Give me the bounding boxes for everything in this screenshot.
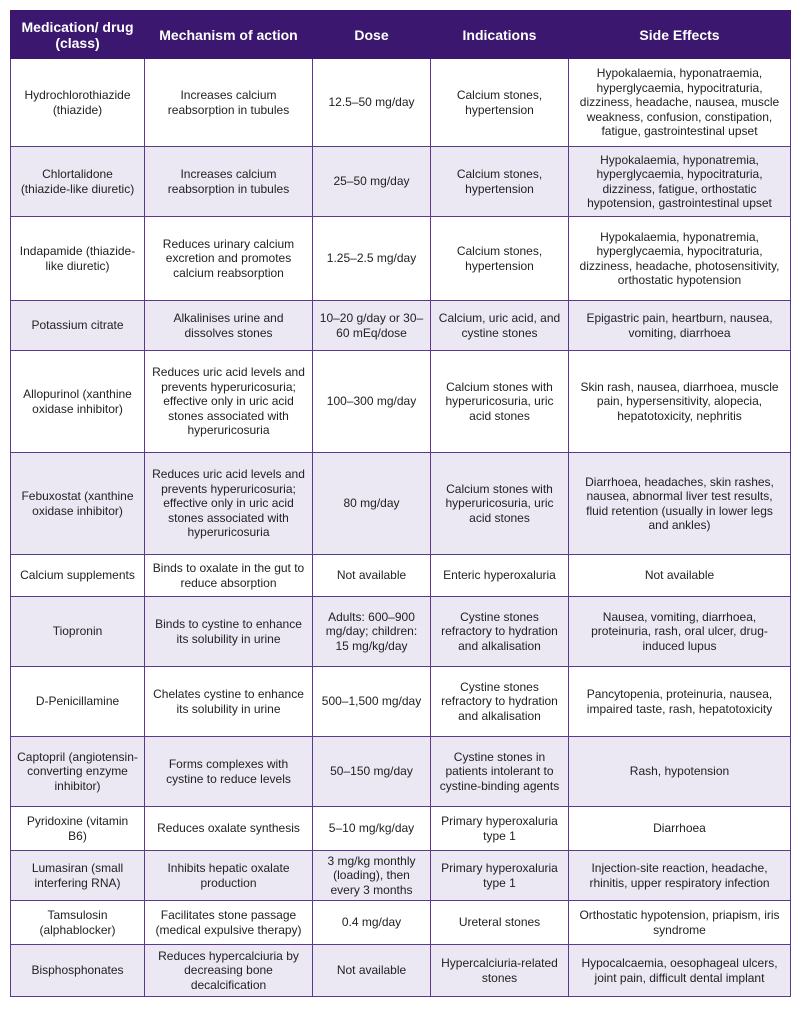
- cell-side-effects: Hypokalaemia, hyponatremia, hyperglycaemia, hypocitraturia, dizziness, headache, photosensitivity, orthostatic hypotension: [569, 217, 791, 301]
- cell-drug: Tamsulosin (alphablocker): [11, 901, 145, 945]
- medication-table: [10, 10, 791, 997]
- cell-mechanism: Reduces hypercalciuria by decreasing bone decalcification: [145, 945, 313, 997]
- table-body: [11, 59, 791, 997]
- cell-mechanism: Inhibits hepatic oxalate production: [145, 851, 313, 901]
- cell-drug: Potassium citrate: [11, 301, 145, 351]
- cell-mechanism: Reduces oxalate synthesis: [145, 807, 313, 851]
- cell-mechanism: Binds to cystine to enhance its solubility in urine: [145, 597, 313, 667]
- cell-mechanism: Facilitates stone passage (medical expulsive therapy): [145, 901, 313, 945]
- cell-side-effects: Skin rash, nausea, diarrhoea, muscle pain, hypersensitivity, alopecia, hepatotoxicity, nephritis: [569, 351, 791, 453]
- cell-dose: 80 mg/day: [313, 453, 431, 555]
- cell-side-effects: Nausea, vomiting, diarrhoea, proteinuria, rash, oral ulcer, drug-induced lupus: [569, 597, 791, 667]
- cell-drug: Tiopronin: [11, 597, 145, 667]
- cell-dose: 0.4 mg/day: [313, 901, 431, 945]
- cell-mechanism: Reduces uric acid levels and prevents hyperuricosuria; effective only in uric acid stones associated with hyperuricosuria: [145, 453, 313, 555]
- cell-mechanism: Alkalinises urine and dissolves stones: [145, 301, 313, 351]
- cell-drug: Chlortalidone (thiazide-like diuretic): [11, 147, 145, 217]
- cell-side-effects: Rash, hypotension: [569, 737, 791, 807]
- cell-indications: Enteric hyperoxaluria: [431, 555, 569, 597]
- cell-dose: 25–50 mg/day: [313, 147, 431, 217]
- table-row: [11, 301, 791, 351]
- medication-table-container: [10, 10, 790, 997]
- cell-indications: Calcium stones, hypertension: [431, 217, 569, 301]
- cell-dose: 10–20 g/day or 30–60 mEq/dose: [313, 301, 431, 351]
- cell-indications: Cystine stones in patients intolerant to cystine-binding agents: [431, 737, 569, 807]
- table-row: [11, 901, 791, 945]
- header-indications: Indications: [431, 11, 569, 59]
- cell-dose: 3 mg/kg monthly (loading), then every 3 months: [313, 851, 431, 901]
- cell-dose: 5–10 mg/kg/day: [313, 807, 431, 851]
- cell-drug: Pyridoxine (vitamin B6): [11, 807, 145, 851]
- cell-side-effects: Hypokalaemia, hyponatraemia, hyperglycaemia, hypocitraturia, dizziness, headache, nausea, muscle weakness, confusion, constipation, fatigue, gastrointestinal upset: [569, 59, 791, 147]
- table-row: [11, 555, 791, 597]
- cell-indications: Calcium stones, hypertension: [431, 147, 569, 217]
- cell-indications: Calcium stones, hypertension: [431, 59, 569, 147]
- cell-indications: Hypercalciuria-related stones: [431, 945, 569, 997]
- cell-indications: Calcium, uric acid, and cystine stones: [431, 301, 569, 351]
- table-row: [11, 351, 791, 453]
- cell-mechanism: Increases calcium reabsorption in tubules: [145, 147, 313, 217]
- cell-indications: Cystine stones refractory to hydration and alkalisation: [431, 597, 569, 667]
- cell-side-effects: Diarrhoea: [569, 807, 791, 851]
- cell-mechanism: Binds to oxalate in the gut to reduce absorption: [145, 555, 313, 597]
- cell-mechanism: Chelates cystine to enhance its solubility in urine: [145, 667, 313, 737]
- cell-drug: Febuxostat (xanthine oxidase inhibitor): [11, 453, 145, 555]
- cell-drug: Lumasiran (small interfering RNA): [11, 851, 145, 901]
- table-row: [11, 217, 791, 301]
- cell-side-effects: Hypocalcaemia, oesophageal ulcers, joint pain, difficult dental implant: [569, 945, 791, 997]
- cell-dose: Not available: [313, 555, 431, 597]
- table-row: [11, 667, 791, 737]
- cell-side-effects: Not available: [569, 555, 791, 597]
- header-side-effects: Side Effects: [569, 11, 791, 59]
- table-row: [11, 945, 791, 997]
- table-row: [11, 807, 791, 851]
- cell-dose: 12.5–50 mg/day: [313, 59, 431, 147]
- cell-dose: 100–300 mg/day: [313, 351, 431, 453]
- cell-dose: 50–150 mg/day: [313, 737, 431, 807]
- cell-side-effects: Diarrhoea, headaches, skin rashes, nausea, abnormal liver test results, fluid retention (usually in lower legs and ankles): [569, 453, 791, 555]
- cell-dose: Adults: 600–900 mg/day; children: 15 mg/kg/day: [313, 597, 431, 667]
- table-row: [11, 59, 791, 147]
- cell-drug: Calcium supplements: [11, 555, 145, 597]
- cell-mechanism: Reduces urinary calcium excretion and promotes calcium reabsorption: [145, 217, 313, 301]
- cell-dose: 1.25–2.5 mg/day: [313, 217, 431, 301]
- table-row: [11, 737, 791, 807]
- cell-drug: Captopril (angiotensin-converting enzyme inhibitor): [11, 737, 145, 807]
- table-row: [11, 851, 791, 901]
- table-row: [11, 453, 791, 555]
- cell-drug: Allopurinol (xanthine oxidase inhibitor): [11, 351, 145, 453]
- cell-indications: Ureteral stones: [431, 901, 569, 945]
- cell-drug: Indapamide (thiazide-like diuretic): [11, 217, 145, 301]
- table-row: [11, 147, 791, 217]
- cell-side-effects: Epigastric pain, heartburn, nausea, vomiting, diarrhoea: [569, 301, 791, 351]
- cell-indications: Cystine stones refractory to hydration and alkalisation: [431, 667, 569, 737]
- cell-drug: D-Penicillamine: [11, 667, 145, 737]
- cell-side-effects: Pancytopenia, proteinuria, nausea, impaired taste, rash, hepatotoxicity: [569, 667, 791, 737]
- table-row: [11, 597, 791, 667]
- table-header: [11, 11, 791, 59]
- cell-drug: Bisphosphonates: [11, 945, 145, 997]
- header-dose: Dose: [313, 11, 431, 59]
- cell-side-effects: Hypokalaemia, hyponatremia, hyperglycaemia, hypocitraturia, dizziness, fatigue, orthostatic hypotension, gastrointestinal upset: [569, 147, 791, 217]
- header-row: [11, 11, 791, 59]
- cell-drug: Hydrochlorothiazide (thiazide): [11, 59, 145, 147]
- cell-indications: Primary hyperoxaluria type 1: [431, 851, 569, 901]
- cell-mechanism: Forms complexes with cystine to reduce levels: [145, 737, 313, 807]
- cell-indications: Calcium stones with hyperuricosuria, uric acid stones: [431, 351, 569, 453]
- cell-indications: Primary hyperoxaluria type 1: [431, 807, 569, 851]
- header-mechanism: Mechanism of action: [145, 11, 313, 59]
- header-drug: Medication/ drug (class): [11, 11, 145, 59]
- cell-indications: Calcium stones with hyperuricosuria, uric acid stones: [431, 453, 569, 555]
- cell-mechanism: Reduces uric acid levels and prevents hyperuricosuria; effective only in uric acid stones associated with hyperuricosuria: [145, 351, 313, 453]
- cell-dose: 500–1,500 mg/day: [313, 667, 431, 737]
- cell-side-effects: Orthostatic hypotension, priapism, iris syndrome: [569, 901, 791, 945]
- cell-side-effects: Injection-site reaction, headache, rhinitis, upper respiratory infection: [569, 851, 791, 901]
- cell-dose: Not available: [313, 945, 431, 997]
- cell-mechanism: Increases calcium reabsorption in tubules: [145, 59, 313, 147]
